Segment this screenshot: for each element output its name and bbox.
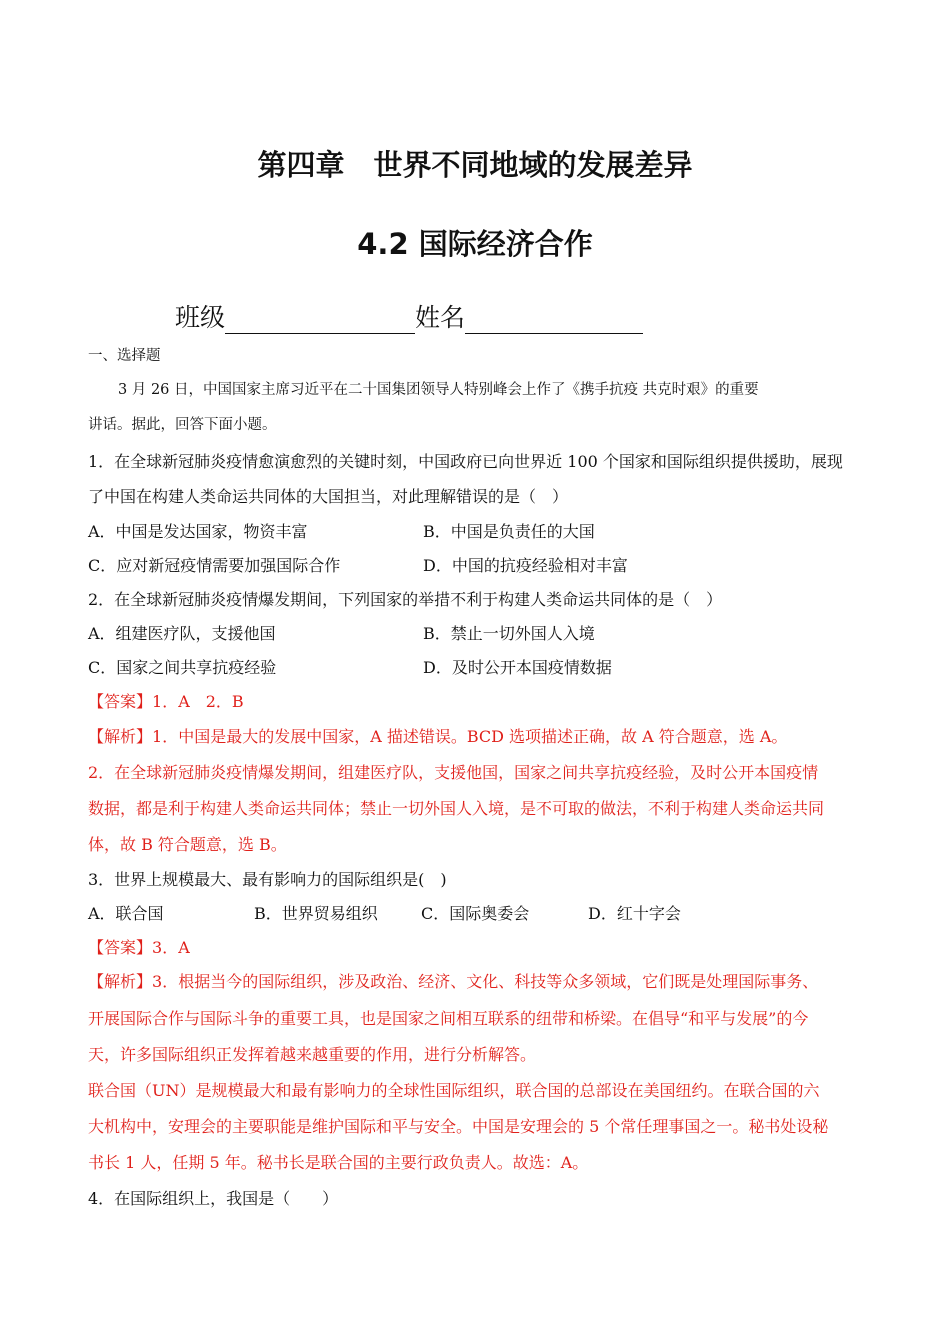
answer-tag: 【答案】 [88, 692, 153, 711]
q3-option-c: C．国际奥委会 [421, 904, 530, 923]
explanation-3-line-2: 开展国际合作与国际斗争的重要工具，也是国家之间相互联系的纽带和桥梁。在倡导“和平与发展”的今 [88, 1009, 809, 1028]
q3-stem: 3．世界上规模最大、最有影响力的国际组织是( ) [88, 870, 447, 889]
answer-1-2 [88, 691, 244, 713]
class-name-line [175, 302, 643, 334]
q2-option-c: C．国家之间共享抗疫经验 [88, 658, 277, 677]
chapter-title: 第四章 世界不同地域的发展差异 [257, 148, 693, 182]
q1-option-b: B．中国是负责任的大国 [423, 522, 595, 541]
answer-text: 3．A [152, 938, 190, 957]
explanation-tag: 【解析】 [88, 972, 153, 991]
q3-option-d: D．红十字会 [588, 904, 681, 923]
answer-tag: 【答案】 [88, 938, 153, 957]
q1-option-d: D．中国的抗疫经验相对丰富 [423, 556, 628, 575]
answer-text: 1．A 2．B [152, 692, 244, 711]
q2-option-d: D．及时公开本国疫情数据 [423, 658, 612, 677]
explanation-1-2-line-1: 【解析】1．中国是最大的发展中国家，A 描述错误。BCD 选项描述正确，故 A 符合题意，选 A。 [88, 727, 788, 746]
q1-stem-line-1: 1．在全球新冠肺炎疫情愈演愈烈的关键时刻，中国政府已向世界近 100 个国家和国际组织提供援助，展现 [88, 452, 843, 471]
answer-3 [88, 937, 190, 959]
explanation-tag: 【解析】 [88, 727, 153, 746]
explanation-3-line-6: 书长 1 人，任期 5 年。秘书长是联合国的主要行政负责人。故选：A。 [88, 1153, 589, 1172]
explanation-3-line-4: 联合国（UN）是规模最大和最有影响力的全球性国际组织，联合国的总部设在美国纽约。在联合国的六 [88, 1081, 820, 1100]
q1-option-a: A．中国是发达国家，物资丰富 [88, 522, 308, 541]
explanation-1-2-line-4: 体，故 B 符合题意，选 B。 [88, 835, 287, 854]
intro-line-2: 讲话。据此，回答下面小题。 [88, 417, 277, 433]
q1-stem-line-2: 了中国在构建人类命运共同体的大国担当，对此理解错误的是（ ） [88, 487, 569, 506]
q3-option-b: B．世界贸易组织 [254, 904, 378, 923]
q2-stem: 2．在全球新冠肺炎疫情爆发期间，下列国家的举措不利于构建人类命运共同体的是（ ） [88, 590, 723, 609]
q3-option-a: A．联合国 [88, 904, 164, 923]
class-blank [225, 307, 415, 334]
section-title: 4.2 国际经济合作 [357, 227, 593, 261]
section-header: 一、选择题 [88, 348, 161, 364]
intro-line-1: 3 月 26 日，中国国家主席习近平在二十国集团领导人特别峰会上作了《携手抗疫 共克时艰》的重要 [118, 382, 759, 398]
explanation-3-line-3: 天，许多国际组织正发挥着越来越重要的作用，进行分析解答。 [88, 1045, 537, 1064]
explanation-3-line-5: 大机构中，安理会的主要职能是维护国际和平与安全。中国是安理会的 5 个常任理事国之一。秘书处设秘 [88, 1117, 829, 1136]
class-label: 班级 [175, 303, 226, 332]
explanation-1-2-line-2: 2．在全球新冠肺炎疫情爆发期间，组建医疗队，支援他国，国家之间共享抗疫经验，及时公开本国疫情 [88, 763, 819, 782]
name-label: 姓名 [415, 303, 466, 332]
explanation-3-line-1: 【解析】3．根据当今的国际组织，涉及政治、经济、文化、科技等众多领域，它们既是处理国际事务、 [88, 972, 819, 991]
q2-option-a: A．组建医疗队，支援他国 [88, 624, 276, 643]
q4-stem: 4．在国际组织上，我国是（ ） [88, 1189, 339, 1208]
q2-option-b: B．禁止一切外国人入境 [423, 624, 595, 643]
name-blank [465, 307, 643, 334]
q1-option-c: C．应对新冠疫情需要加强国际合作 [88, 556, 341, 575]
explanation-1-2-line-3: 数据，都是利于构建人类命运共同体；禁止一切外国人入境，是不可取的做法，不利于构建人类命运共同 [88, 799, 825, 818]
